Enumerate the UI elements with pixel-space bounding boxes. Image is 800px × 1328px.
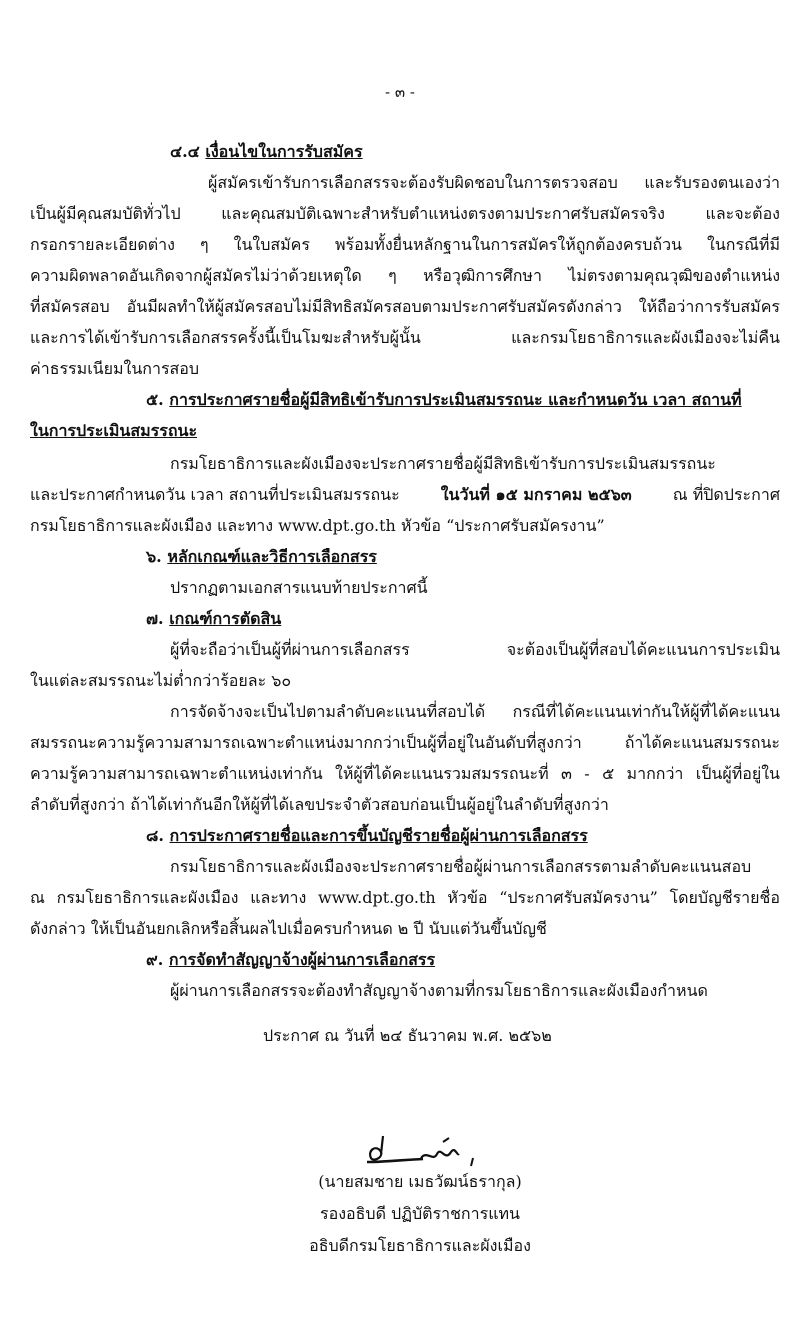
paragraph-line: ปรากฏตามเอกสารแนบท้ายประกาศนี้	[170, 578, 428, 597]
paragraph-line: เป็นผู้มีคุณสมบัติทั่วไป และคุณสมบัติเฉพาะสำหรับตำแหน่งตรงตามประกาศรับสมัครจริง และจะต้อง	[30, 204, 780, 223]
paragraph-line: ค่าธรรมเนียมในการสอบ	[30, 359, 200, 378]
section-5-heading-cont	[30, 419, 197, 443]
paragraph-line: ในแต่ละสมรรถนะไม่ต่ำกว่าร้อยละ ๖๐	[30, 671, 292, 690]
section-number: ๔.๔	[170, 142, 200, 161]
section-5-heading	[146, 388, 780, 412]
section-9-heading	[146, 948, 435, 972]
section-number: ๕.	[146, 390, 164, 409]
section-8-heading	[146, 824, 588, 848]
section-7-heading	[146, 607, 281, 631]
paragraph-line: ผู้ที่จะถือว่าเป็นผู้ที่ผ่านการเลือกสรร จะต้องเป็นผู้ที่สอบได้คะแนนการประเมิน	[170, 640, 780, 659]
exam-date: ในวันที่ ๑๕ มกราคม ๒๕๖๓	[440, 485, 632, 504]
paragraph-line	[30, 483, 780, 507]
signer-position-1: รองอธิบดี ปฏิบัติราชการแทน	[320, 1204, 520, 1223]
signer-position-2: อธิบดีกรมโยธาธิการและผังเมือง	[309, 1236, 531, 1255]
section-title: การประกาศรายชื่อผู้มีสิทธิเข้ารับการประเมินสมรรถนะ และกำหนดวัน เวลา สถานที่	[169, 390, 742, 409]
section-number: ๖.	[146, 547, 162, 566]
section-title: เกณฑ์การตัดสิน	[169, 609, 282, 628]
section-4-4-heading	[170, 140, 363, 164]
paragraph-line: ดังกล่าว ให้เป็นอันยกเลิกหรือสิ้นผลไปเมื่อครบกำหนด ๒ ปี นับแต่วันขึ้นบัญชี	[30, 919, 547, 938]
section-number: ๙.	[146, 950, 164, 969]
paragraph-line: กรมโยธาธิการและผังเมือง และทาง www.dpt.go.th หัวข้อ “ประกาศรับสมัครงาน”	[30, 516, 605, 535]
section-number: ๗.	[146, 609, 164, 628]
paragraph-line: ลำดับที่สูงกว่า ถ้าได้เท่ากันอีกให้ผู้ที่ได้เลขประจำตัวสอบก่อนเป็นผู้อยู่ในลำดับที่สูงกว่า	[30, 795, 609, 814]
section-title: หลักเกณฑ์และวิธีการเลือกสรร	[167, 547, 377, 566]
paragraph-line: ความรู้ความสามารถเฉพาะตำแหน่งเท่ากัน ให้ผู้ที่ได้คะแนนรวมสมรรถนะที่ ๓ - ๕ มากกว่า เป็นผู้ที่อยู่ใน	[30, 764, 780, 783]
paragraph-text: ณ ที่ปิดประกาศ	[672, 485, 780, 504]
section-number: ๘.	[146, 826, 164, 845]
paragraph-line: และการได้เข้ารับการเลือกสรรครั้งนี้เป็นโมฆะสำหรับผู้นั้น และกรมโยธาธิการและผังเมืองจะไม่คืน	[30, 328, 780, 347]
paragraph-line: กรมโยธาธิการและผังเมืองจะประกาศรายชื่อผู้ผ่านการเลือกสรรตามลำดับคะแนนสอบ	[170, 857, 752, 876]
section-title-cont: ในการประเมินสมรรถนะ	[30, 421, 198, 440]
section-title: การจัดทำสัญญาจ้างผู้ผ่านการเลือกสรร	[168, 950, 436, 969]
signer-name: (นายสมชาย เมธวัฒน์ธรากุล)	[318, 1172, 522, 1191]
paragraph-line: ณ กรมโยธาธิการและผังเมือง และทาง www.dpt.go.th หัวข้อ “ประกาศรับสมัครงาน” โดยบัญชีรายชื่อ	[30, 888, 780, 907]
paragraph-line: ผู้ผ่านการเลือกสรรจะต้องทำสัญญาจ้างตามที่กรมโยธาธิการและผังเมืองกำหนด	[170, 981, 708, 1000]
section-6-heading	[146, 545, 377, 569]
section-title: เงื่อนไขในการรับสมัคร	[205, 142, 363, 161]
paragraph-line: ผู้สมัครเข้ารับการเลือกสรรจะต้องรับผิดชอบในการตรวจสอบ และรับรองตนเองว่า	[208, 173, 780, 192]
paragraph-text: และประกาศกำหนดวัน เวลา สถานที่ประเมินสมรรถนะ	[30, 485, 400, 504]
page-number: - ๓ -	[385, 83, 415, 101]
paragraph-line: กรอกรายละเอียดต่าง ๆ ในใบสมัคร พร้อมทั้งยื่นหลักฐานในการสมัครให้ถูกต้องครบถ้วน ในกรณีที่มี	[30, 235, 780, 254]
paragraph-line: ความผิดพลาดอันเกิดจากผู้สมัครไม่ว่าด้วยเหตุใด ๆ หรือวุฒิการศึกษา ไม่ตรงตามคุณวุฒิของตำแหน่ง	[30, 266, 780, 285]
paragraph-line: สมรรถนะความรู้ความสามารถเฉพาะตำแหน่งมากกว่าเป็นผู้ที่อยู่ในอันดับที่สูงกว่า ถ้าได้คะแนนสมรรถนะ	[30, 733, 780, 752]
announcement-date: ประกาศ ณ วันที่ ๒๔ ธันวาคม พ.ศ. ๒๕๖๒	[263, 1026, 552, 1045]
paragraph-line: กรมโยธาธิการและผังเมืองจะประกาศรายชื่อผู้มีสิทธิเข้ารับการประเมินสมรรถนะ	[170, 454, 716, 473]
paragraph-line: ที่สมัครสอบ อันมีผลทำให้ผู้สมัครสอบไม่มีสิทธิสมัครสอบตามประกาศรับสมัครดังกล่าว ให้ถือว่าการรับสมัคร	[30, 297, 780, 316]
signature	[363, 1132, 483, 1172]
paragraph-line: การจัดจ้างจะเป็นไปตามลำดับคะแนนที่สอบได้ กรณีที่ได้คะแนนเท่ากันให้ผู้ที่ได้คะแนน	[170, 702, 780, 721]
section-title: การประกาศรายชื่อและการขึ้นบัญชีรายชื่อผู้ผ่านการเลือกสรร	[169, 826, 588, 845]
